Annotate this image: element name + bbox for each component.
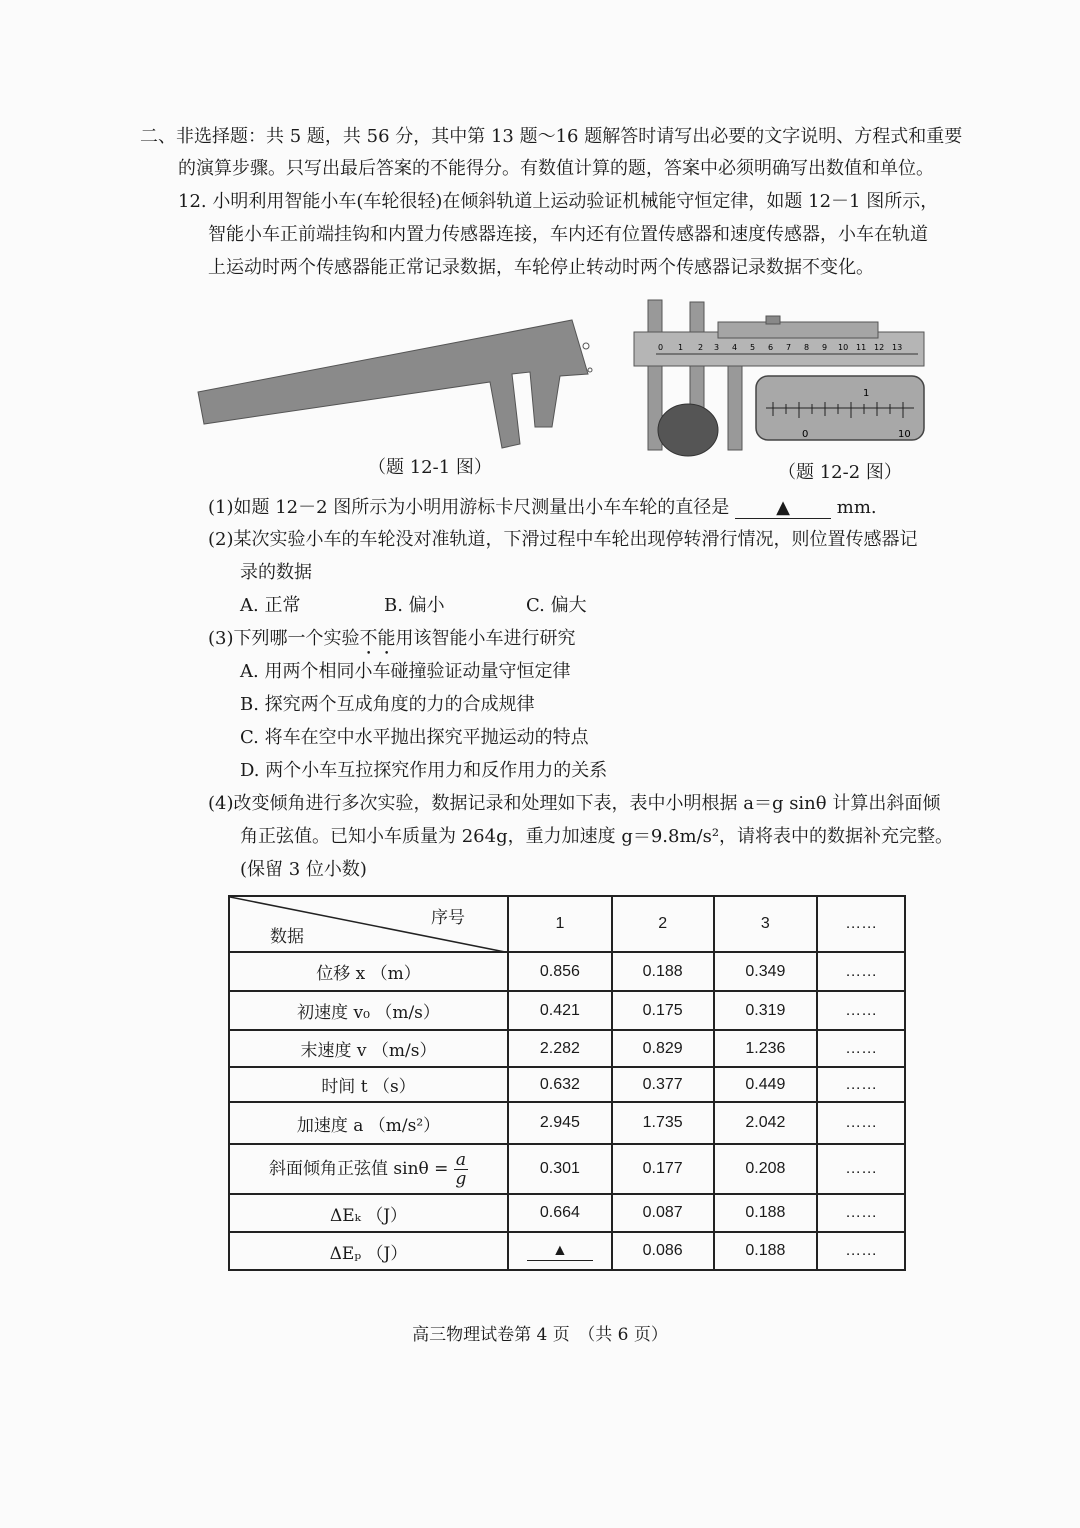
column-header-1: 1 [508,896,612,952]
main-scale-tick-5: 5 [750,343,756,352]
column-header-3: 3 [714,896,818,952]
answer-blank: ▲ [527,1242,593,1261]
main-scale-tick-13: 13 [892,343,903,352]
column-header-ellipsis: …… [817,896,905,952]
table-cell: 0.664 [508,1194,612,1232]
sub3-prefix: (3)下列哪一个实验 [208,628,360,649]
table-cell: 0.349 [714,952,818,991]
sub2-option-b: B. 偏小 [384,595,445,616]
table-row [229,1144,905,1194]
table-cell-answer [508,1232,612,1270]
sub3-suffix: 用该智能小车进行研究 [395,628,576,649]
sub3-line [208,624,576,659]
table-row [229,1102,905,1144]
table-cell: …… [817,1232,905,1270]
figure-12-1-track [190,312,610,452]
main-scale-tick-11: 11 [856,343,867,352]
data-table [228,895,906,1271]
sub4-line2: 角正弦值。已知小车质量为 264g，重力加速度 g＝9.8m/s²，请将表中的数据补充完整。 [240,826,954,847]
sine-fraction [454,1151,468,1188]
main-scale-tick-2: 2 [698,343,704,352]
sub4-line1: (4)改变倾角进行多次实验，数据记录和处理如下表，表中小明根据 a＝g sinθ 计算出斜面倾 [208,793,941,814]
q12-stem-line3: 上运动时两个传感器能正常记录数据，车轮停止转动时两个传感器记录数据不变化。 [208,257,874,278]
row-label-kinetic-energy: ΔEₖ （J） [229,1194,508,1232]
table-cell: …… [817,1030,905,1067]
sub1-line [208,493,877,523]
table-cell: 0.208 [714,1144,818,1194]
sub2-option-c: C. 偏大 [526,595,587,616]
table-cell: …… [817,1194,905,1232]
table-cell: …… [817,1067,905,1102]
table-cell: 0.856 [508,952,612,991]
table-cell: 1.735 [612,1102,714,1144]
table-cell: 0.188 [612,952,714,991]
q12-stem-line1: 12. 小明利用智能小车(车轮很轻)在倾斜轨道上运动验证机械能守恒定律，如题 12－1 图所示， [178,191,939,212]
sub3-option-b: B. 探究两个互成角度的力的合成规律 [240,694,535,715]
table-cell: 0.421 [508,991,612,1030]
sub1-unit: mm. [836,497,877,518]
section-heading-line2: 的演算步骤。只写出最后答案的不能得分。有数值计算的题，答案中必须明确写出数值和单位。 [178,158,934,179]
sub1-answer-blank: ▲ [735,498,831,519]
table-cell: 0.188 [714,1194,818,1232]
table-cell: 2.945 [508,1102,612,1144]
main-scale-tick-12: 12 [874,343,885,352]
corner-bottom-label: 数据 [270,927,304,947]
table-row [229,1030,905,1067]
main-scale-tick-4: 4 [732,343,738,352]
fraction-denominator: g [455,1168,467,1189]
row-label-acceleration: 加速度 a （m/s²） [229,1102,508,1144]
vernier-tick-0: 0 [802,429,809,440]
main-scale-tick-10: 10 [838,343,849,352]
table-cell: …… [817,952,905,991]
table-header-row [229,896,905,952]
page-footer: 高三物理试卷第 4 页 （共 6 页） [412,1325,668,1345]
table-cell: …… [817,1102,905,1144]
table-row [229,1232,905,1270]
vernier-tick-10: 10 [898,429,911,440]
row-label-final-velocity: 末速度 v （m/s） [229,1030,508,1067]
main-scale-tick-6: 6 [768,343,774,352]
table-cell: 0.177 [612,1144,714,1194]
q12-stem-line2: 智能小车正前端挂钩和内置力传感器连接，车内还有位置传感器和速度传感器，小车在轨道 [208,224,928,245]
sub3-option-a: A. 用两个相同小车碰撞验证动量守恒定律 [240,661,571,682]
main-scale-tick-8: 8 [804,343,810,352]
figure-12-2-caliper [628,292,928,462]
fraction-numerator: a [455,1149,466,1170]
table-cell: …… [817,1144,905,1194]
sub3-option-d: D. 两个小车互拉探究作用力和反作用力的关系 [240,760,608,781]
figure-12-1-caption: （题 12-1 图） [368,457,492,478]
table-cell: 0.829 [612,1030,714,1067]
row-label-sine [229,1144,508,1194]
table-row [229,991,905,1030]
mag-top-tick: 1 [863,388,870,399]
main-scale-tick-0: 0 [658,343,664,352]
table-cell: 0.301 [508,1144,612,1194]
table-cell: 0.377 [612,1067,714,1102]
row-label-time: 时间 t （s） [229,1067,508,1102]
row-label-potential-energy: ΔEₚ （J） [229,1232,508,1270]
sub2-line1: (2)某次实验小车的车轮没对准轨道，下滑过程中车轮出现停转滑行情况，则位置传感器记 [208,529,918,550]
table-cell: 0.188 [714,1232,818,1270]
table-cell: …… [817,991,905,1030]
main-scale-tick-9: 9 [822,343,828,352]
main-scale-tick-3: 3 [714,343,720,352]
section-heading-line1: 二、非选择题：共 5 题，共 56 分，其中第 13 题～16 题解答时请写出必要的文字说明、方程式和重要 [140,126,963,147]
sub3-emphasis: 不能 [359,628,396,649]
sub2-option-a: A. 正常 [240,595,301,616]
table-cell: 0.449 [714,1067,818,1102]
table-cell: 0.319 [714,991,818,1030]
table-row [229,1194,905,1232]
corner-top-label: 序号 [431,908,465,928]
table-cell: 2.282 [508,1030,612,1067]
table-cell: 0.086 [612,1232,714,1270]
table-cell: 0.087 [612,1194,714,1232]
sub4-line3: (保留 3 位小数) [240,859,367,880]
sub1-prefix: (1)如题 12－2 图所示为小明用游标卡尺测量出小车车轮的直径是 [208,497,730,518]
sub3-option-c: C. 将车在空中水平抛出探究平抛运动的特点 [240,727,589,748]
figure-12-2-caption: （题 12-2 图） [778,462,902,483]
table-cell: 0.175 [612,991,714,1030]
main-scale-tick-1: 1 [678,343,684,352]
table-cell: 0.632 [508,1067,612,1102]
table-corner-cell [229,896,508,952]
column-header-2: 2 [612,896,714,952]
table-cell: 1.236 [714,1030,818,1067]
row-label-initial-velocity: 初速度 v₀ （m/s） [229,991,508,1030]
main-scale-tick-7: 7 [786,343,792,352]
table-cell: 2.042 [714,1102,818,1144]
sine-label-prefix: 斜面倾角正弦值 sinθ = [269,1158,449,1179]
table-row [229,1067,905,1102]
row-label-displacement: 位移 x （m） [229,952,508,991]
sub2-line2: 录的数据 [240,562,312,583]
table-row [229,952,905,991]
